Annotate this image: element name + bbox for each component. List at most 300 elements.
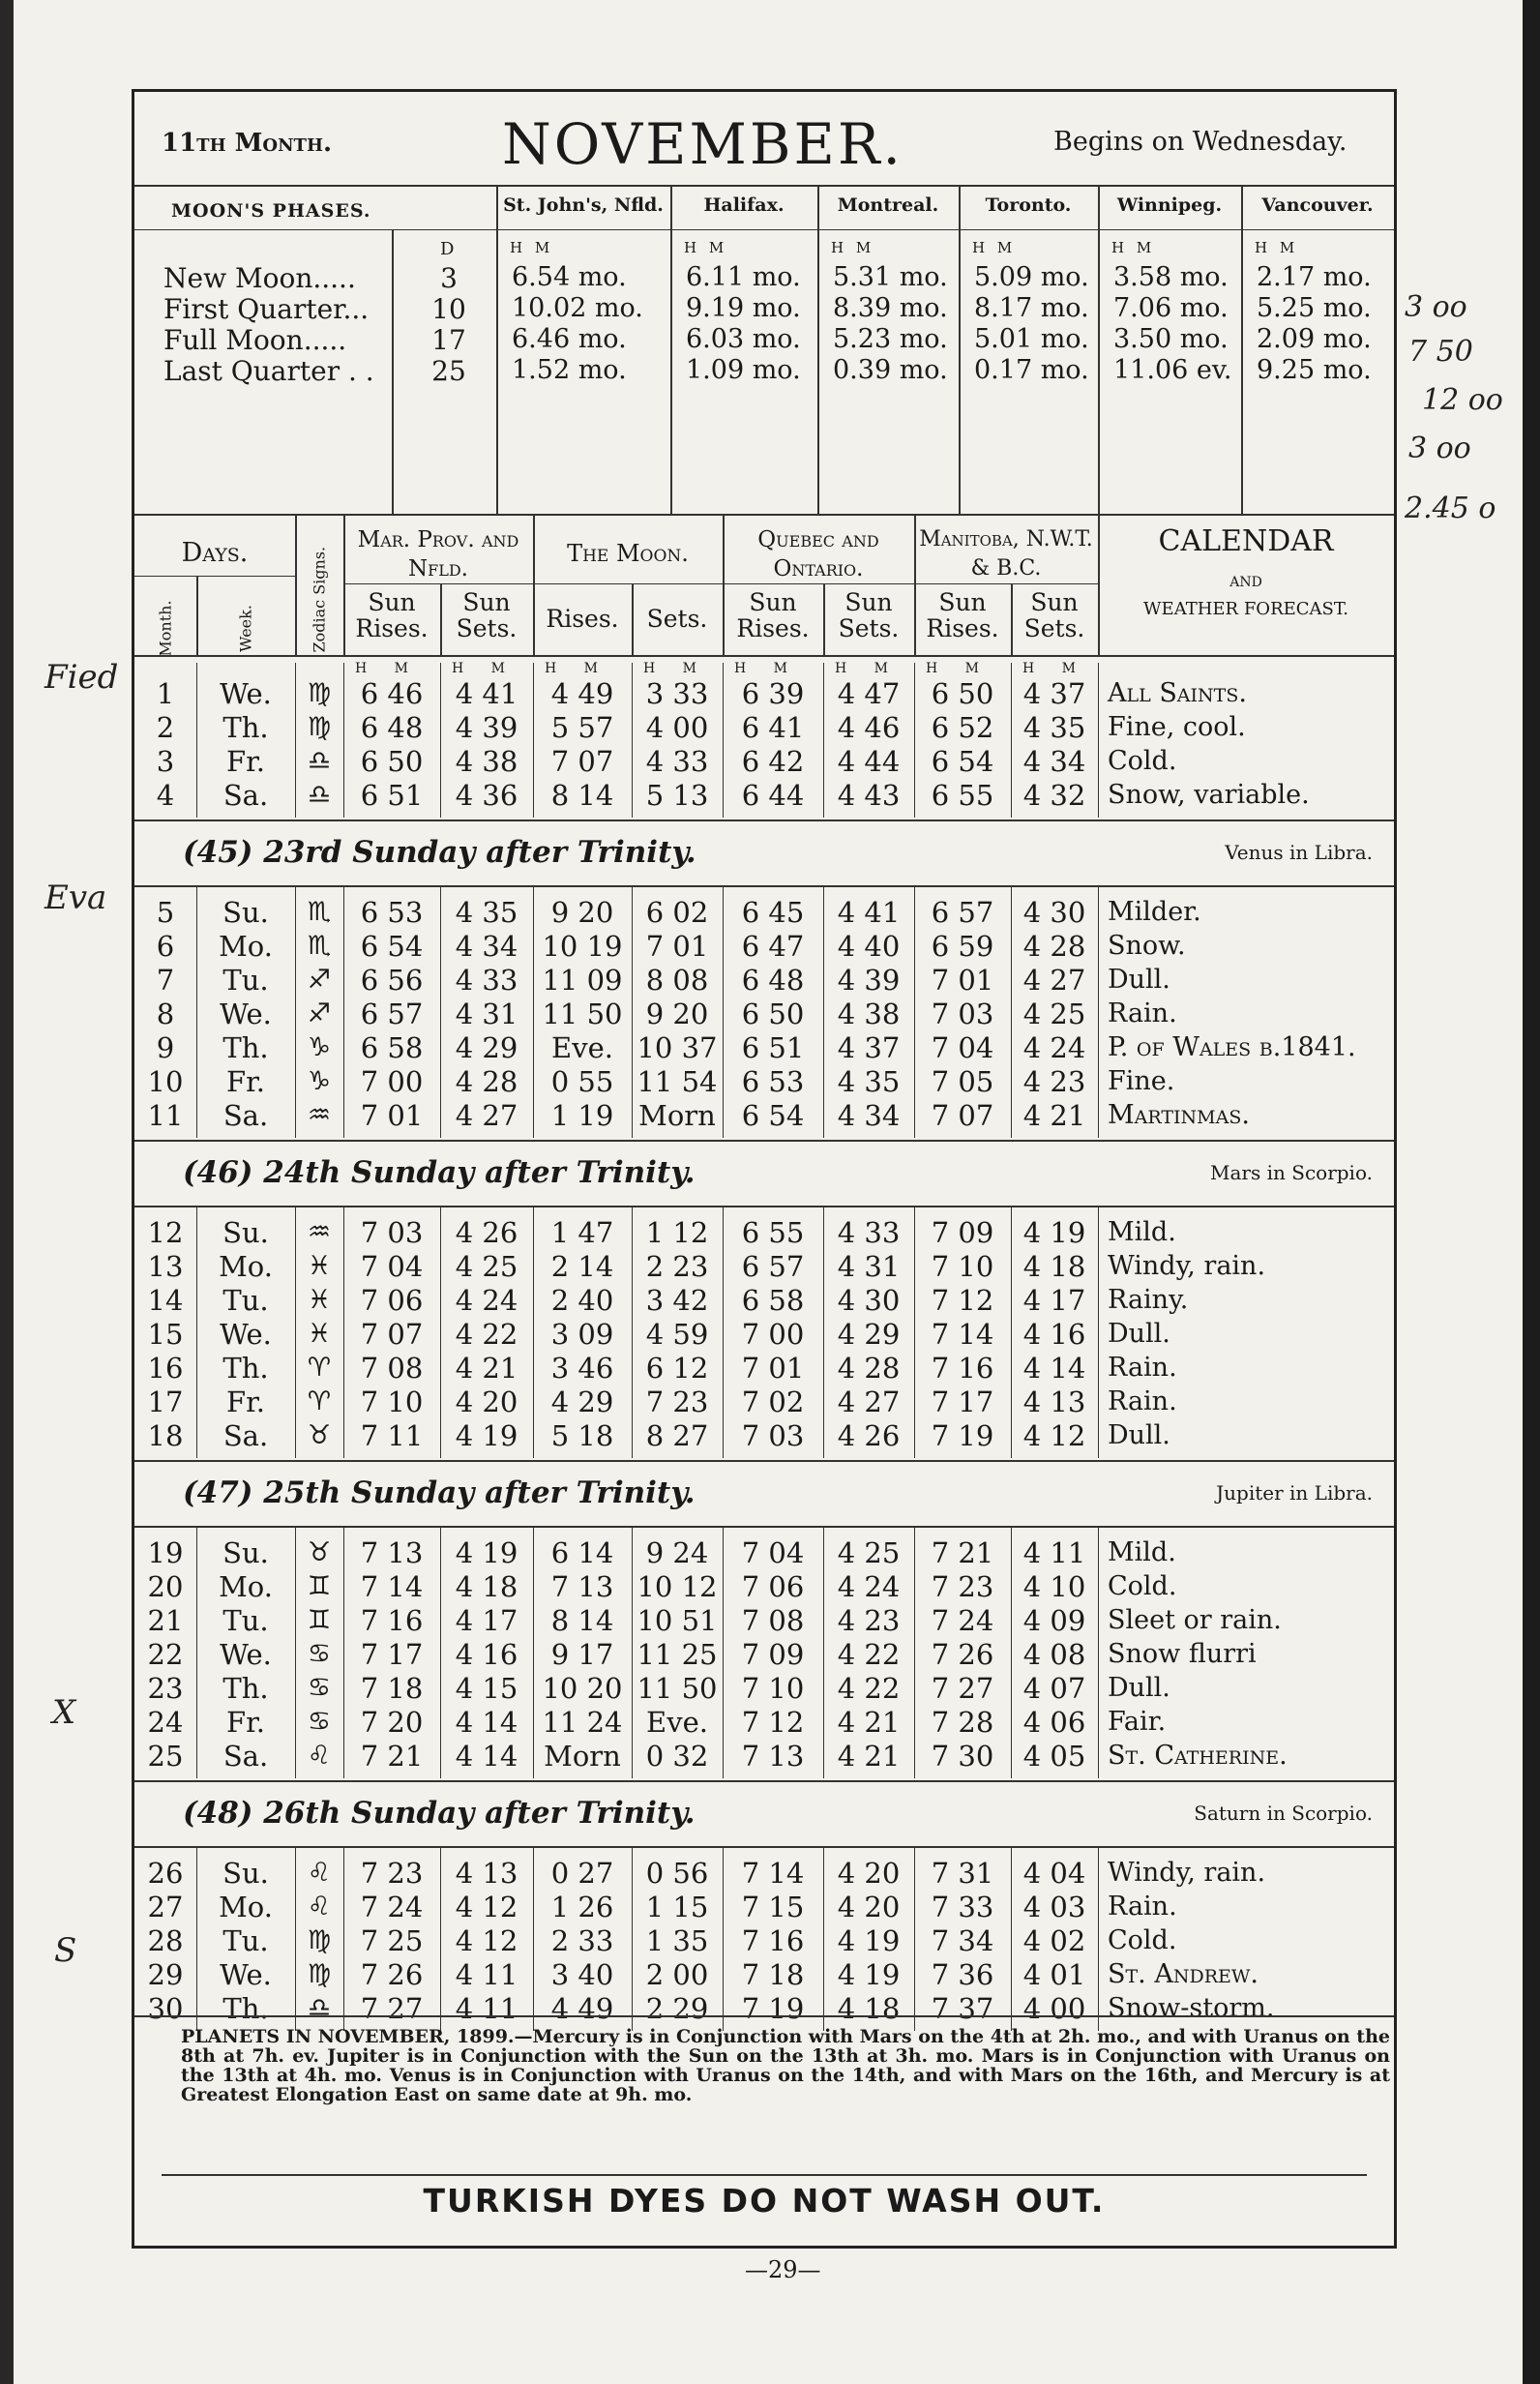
cell-qs: 4 28: [837, 1352, 901, 1385]
phase-time: 5.09 mo.: [974, 262, 1089, 292]
hm-units-row: [134, 661, 1394, 674]
cell-mr: 6 46: [360, 677, 424, 710]
rule: [295, 885, 296, 1138]
cell-mr: 7 10: [360, 1386, 424, 1418]
handwritten-note: Fied: [44, 658, 119, 697]
rule: [343, 1846, 344, 2031]
cell-nr: 7 28: [931, 1706, 994, 1739]
phase-time: 5.25 mo.: [1257, 293, 1372, 323]
cell-w: Su.: [222, 1216, 269, 1249]
cell-z: ♌: [307, 1892, 332, 1922]
rule: [196, 885, 197, 1138]
rule: [196, 663, 197, 818]
rule: [343, 1526, 344, 1778]
cell-d: 5: [156, 896, 175, 929]
phase-time: 3.50 mo.: [1113, 324, 1229, 354]
cell-qs: 4 34: [837, 1099, 901, 1132]
column-header: Sets.: [646, 605, 708, 633]
phase-name: Last Quarter . .: [163, 355, 374, 387]
day-col-label: D: [440, 239, 455, 259]
cell-z: ♓: [307, 1285, 332, 1315]
cell-ns: 4 02: [1022, 1924, 1086, 1957]
cell-ms: 4 19: [455, 1536, 518, 1569]
cell-ns: 4 05: [1022, 1740, 1086, 1773]
cell-mo-s: 1 15: [645, 1891, 709, 1923]
cell-qr: 7 12: [741, 1706, 805, 1739]
cell-cal: Mild.: [1108, 1537, 1176, 1567]
cell-w: We.: [220, 677, 272, 710]
cell-nr: 7 31: [931, 1857, 994, 1890]
rule: [914, 583, 1098, 584]
cell-w: Th.: [222, 1031, 269, 1064]
cell-w: Th.: [222, 711, 269, 744]
cell-mr: 7 03: [360, 1216, 424, 1249]
cell-qs: 4 19: [837, 1924, 901, 1957]
cell-mr: 6 50: [360, 745, 424, 778]
cell-mo-r: 4 29: [550, 1386, 614, 1418]
cell-nr: 7 03: [931, 998, 994, 1030]
cell-w: Tu.: [222, 964, 269, 997]
cell-qs: 4 33: [837, 1216, 901, 1249]
calendar-frame: [132, 89, 1397, 2249]
day-row: [134, 710, 1400, 745]
cell-ms: 4 14: [455, 1740, 518, 1773]
cell-z: ♓: [307, 1251, 332, 1281]
phase-time: 1.52 mo.: [512, 355, 627, 385]
rule: [440, 663, 441, 818]
rule: [134, 885, 1394, 887]
rule: [196, 1526, 197, 1778]
column-header: Mar. Prov. and Nfld.: [357, 527, 519, 581]
handwritten-note: 12 oo: [1422, 383, 1503, 417]
rule: [134, 2015, 1394, 2017]
cell-qs: 4 43: [837, 779, 901, 812]
cell-d: 30: [147, 1992, 184, 2025]
rule: [134, 1140, 1394, 1142]
column-header: Manitoba, N.W.T. & B.C.: [919, 527, 1093, 581]
cell-cal: Snow flurri: [1108, 1639, 1257, 1669]
hm-label: H M: [734, 661, 799, 676]
rule: [533, 885, 534, 1138]
cell-mo-r: 11 50: [542, 998, 623, 1030]
cell-mo-r: 8 14: [550, 1604, 614, 1637]
sunday-heading: (47) 25th Sunday after Trinity.: [183, 1475, 696, 1510]
cell-cal: Milder.: [1108, 897, 1201, 927]
cell-mo-r: 5 57: [550, 711, 614, 744]
column-header: Days.: [181, 538, 249, 568]
cell-qs: 4 29: [837, 1318, 901, 1351]
cell-w: We.: [220, 998, 272, 1030]
handwritten-note: 2.45 o: [1405, 492, 1496, 525]
day-row: [134, 1283, 1400, 1318]
rule: [823, 1206, 824, 1458]
cell-z: ♉: [307, 1420, 332, 1450]
cell-mo-s: 10 51: [637, 1604, 718, 1637]
rule: [295, 1526, 296, 1778]
cell-nr: 7 19: [931, 1419, 994, 1452]
column-header: Sun Rises.: [355, 588, 429, 642]
rule: [134, 1526, 1394, 1528]
column-header: Quebec and Ontario.: [757, 527, 879, 581]
cell-mr: 7 20: [360, 1706, 424, 1739]
rule: [670, 185, 672, 514]
cell-d: 8: [156, 998, 175, 1030]
cell-mo-r: 7 07: [550, 745, 614, 778]
cell-qr: 6 41: [741, 711, 805, 744]
cell-qr: 6 57: [741, 1250, 805, 1283]
cell-ms: 4 14: [455, 1706, 518, 1739]
cell-z: ♍: [307, 1959, 332, 1989]
cell-ms: 4 18: [455, 1570, 518, 1603]
cell-mo-r: 3 40: [550, 1958, 614, 1991]
rule: [343, 885, 344, 1138]
sunday-heading: (46) 24th Sunday after Trinity.: [183, 1155, 696, 1190]
day-row: [134, 1418, 1400, 1453]
cell-ns: 4 35: [1022, 711, 1086, 744]
cell-ns: 4 17: [1022, 1284, 1086, 1317]
cell-qs: 4 22: [837, 1638, 901, 1671]
day-row: [134, 1064, 1400, 1099]
cell-w: Su.: [222, 1536, 269, 1569]
cell-qs: 4 37: [837, 1031, 901, 1064]
cell-nr: 6 59: [931, 930, 994, 963]
rule: [295, 663, 296, 818]
cell-mo-s: 6 02: [645, 896, 709, 929]
cell-mo-r: 0 55: [550, 1065, 614, 1098]
cell-qs: 4 30: [837, 1284, 901, 1317]
phase-name: First Quarter...: [163, 293, 370, 325]
day-row: [134, 1637, 1400, 1672]
cell-ms: 4 34: [455, 930, 518, 963]
cell-cal: Dull.: [1108, 1673, 1170, 1703]
cell-qs: 4 20: [837, 1857, 901, 1890]
cell-qr: 7 09: [741, 1638, 805, 1671]
cell-ns: 4 10: [1022, 1570, 1086, 1603]
rule: [533, 514, 535, 655]
cell-w: Fr.: [225, 745, 266, 778]
hm-label: H M: [684, 239, 728, 256]
rule: [1011, 885, 1012, 1138]
day-row: [134, 1957, 1400, 1992]
rule: [533, 583, 723, 584]
hm-label: H M: [452, 661, 517, 676]
hm-label: H M: [972, 239, 1017, 256]
day-row: [134, 1385, 1400, 1419]
cell-mo-r: 9 17: [550, 1638, 614, 1671]
phase-time: 6.46 mo.: [512, 324, 627, 354]
cell-cal: St. Catherine.: [1108, 1741, 1288, 1771]
rule: [134, 1460, 1394, 1462]
cell-w: Sa.: [222, 779, 269, 812]
cell-mo-s: 11 54: [637, 1065, 718, 1098]
planet-note: Saturn in Scorpio.: [1194, 1802, 1373, 1825]
column-header: AND: [1229, 575, 1262, 590]
cell-mr: 7 16: [360, 1604, 424, 1637]
column-header: Sun Sets.: [1023, 588, 1085, 642]
cell-cal: Rain.: [1108, 1386, 1177, 1416]
cell-z: ♑: [307, 1066, 332, 1096]
rule: [343, 514, 345, 655]
cell-ns: 4 03: [1022, 1891, 1086, 1923]
phase-time: 3.58 mo.: [1113, 262, 1229, 292]
cell-cal: Dull.: [1108, 965, 1170, 995]
day-row: [134, 895, 1400, 930]
day-row: [134, 778, 1400, 813]
cell-w: Sa.: [222, 1099, 269, 1132]
rule: [632, 663, 633, 818]
cell-mo-s: 7 23: [645, 1386, 709, 1418]
cell-w: Tu.: [222, 1604, 269, 1637]
cell-mr: 7 11: [360, 1419, 424, 1452]
cell-qs: 4 20: [837, 1891, 901, 1923]
phase-time: 1.09 mo.: [686, 355, 801, 385]
column-header: Sun Rises.: [736, 588, 810, 642]
cell-qr: 6 55: [741, 1216, 805, 1249]
day-row: [134, 1991, 1400, 2026]
cell-qr: 7 13: [741, 1740, 805, 1773]
cell-w: Tu.: [222, 1284, 269, 1317]
rule: [134, 1206, 1394, 1207]
day-row: [134, 1535, 1400, 1570]
rule: [817, 185, 819, 514]
cell-w: Tu.: [222, 1924, 269, 1957]
cell-z: ♎: [307, 746, 332, 776]
hm-label: H M: [1022, 661, 1087, 676]
cell-d: 11: [147, 1099, 184, 1132]
cell-mr: 7 27: [360, 1992, 424, 2025]
rule: [723, 1846, 724, 2031]
cell-qr: 7 10: [741, 1672, 805, 1705]
cell-mo-s: 10 12: [637, 1570, 718, 1603]
cell-qr: 6 44: [741, 779, 805, 812]
cell-qs: 4 27: [837, 1386, 901, 1418]
cell-w: Fr.: [225, 1386, 266, 1418]
cell-qr: 7 16: [741, 1924, 805, 1957]
cell-mo-r: 1 26: [550, 1891, 614, 1923]
rule: [496, 185, 498, 514]
cell-d: 1: [156, 677, 175, 710]
cell-ms: 4 36: [455, 779, 518, 812]
cell-w: Th.: [222, 1992, 269, 2025]
cell-ms: 4 17: [455, 1604, 518, 1637]
rule: [1241, 185, 1243, 514]
rule: [823, 885, 824, 1138]
rule: [134, 229, 1394, 230]
rule: [392, 229, 394, 514]
rule: [914, 514, 916, 655]
cell-mo-r: 4 49: [550, 1992, 614, 2025]
phase-name: New Moon.....: [163, 262, 356, 294]
cell-z: ♏: [307, 897, 332, 927]
rule: [914, 885, 915, 1138]
cell-cal: Fine.: [1108, 1066, 1175, 1096]
cell-qr: 7 03: [741, 1419, 805, 1452]
cell-cal: Dull.: [1108, 1420, 1170, 1450]
rule: [1011, 663, 1012, 818]
cell-cal: P. of Wales b.1841.: [1108, 1032, 1356, 1062]
cell-w: Sa.: [222, 1419, 269, 1452]
cell-ms: 4 11: [455, 1958, 518, 1991]
cell-mo-s: 2 23: [645, 1250, 709, 1283]
rule: [1098, 185, 1100, 514]
cell-qs: 4 35: [837, 1065, 901, 1098]
cell-mo-r: 3 09: [550, 1318, 614, 1351]
cell-ms: 4 41: [455, 677, 518, 710]
cell-nr: 7 07: [931, 1099, 994, 1132]
cell-cal: Fair.: [1108, 1707, 1167, 1737]
cell-ns: 4 24: [1022, 1031, 1086, 1064]
rule: [134, 1846, 1394, 1848]
hm-label: H M: [510, 239, 554, 256]
cell-nr: 7 10: [931, 1250, 994, 1283]
rule: [134, 820, 1394, 821]
cell-qs: 4 39: [837, 964, 901, 997]
day-row: [134, 744, 1400, 779]
cell-d: 2: [156, 711, 175, 744]
cell-mr: 6 54: [360, 930, 424, 963]
sunday-heading: (48) 26th Sunday after Trinity.: [183, 1796, 696, 1831]
cell-d: 17: [147, 1386, 184, 1418]
handwritten-note: X: [52, 1693, 76, 1732]
cell-mo-r: 1 47: [550, 1216, 614, 1249]
cell-d: 29: [147, 1958, 184, 1991]
cell-cal: Cold.: [1108, 746, 1177, 776]
cell-z: ♍: [307, 1925, 332, 1955]
rule: [1011, 1846, 1012, 2031]
cell-d: 12: [147, 1216, 184, 1249]
rule: [1098, 663, 1099, 818]
day-row: [134, 1249, 1400, 1284]
column-header: The Moon.: [567, 540, 689, 567]
column-header: CALENDAR: [1158, 524, 1334, 558]
cell-d: 22: [147, 1638, 184, 1671]
cell-cal: Sleet or rain.: [1108, 1605, 1282, 1635]
phase-time: 5.23 mo.: [833, 324, 948, 354]
cell-qr: 6 45: [741, 896, 805, 929]
cell-ms: 4 38: [455, 745, 518, 778]
cell-mo-s: 8 08: [645, 964, 709, 997]
cell-ms: 4 39: [455, 711, 518, 744]
cell-qr: 7 00: [741, 1318, 805, 1351]
cell-mo-s: 5 13: [645, 779, 709, 812]
day-row: [134, 1351, 1400, 1386]
cell-nr: 6 52: [931, 711, 994, 744]
cell-w: We.: [220, 1958, 272, 1991]
rule: [1098, 1846, 1099, 2031]
cell-ms: 4 28: [455, 1065, 518, 1098]
cell-w: Sa.: [222, 1740, 269, 1773]
cell-cal: Snow-storm.: [1108, 1993, 1275, 2023]
cell-mr: 7 14: [360, 1570, 424, 1603]
cell-qs: 4 31: [837, 1250, 901, 1283]
cell-mo-r: 6 14: [550, 1536, 614, 1569]
rule: [343, 1206, 344, 1458]
hm-label: H M: [355, 661, 420, 676]
cell-qr: 7 18: [741, 1958, 805, 1991]
cell-qs: 4 46: [837, 711, 901, 744]
phase-time: 11.06 ev.: [1113, 355, 1232, 385]
cell-cal: Windy, rain.: [1108, 1251, 1266, 1281]
cell-d: 13: [147, 1250, 184, 1283]
cell-cal: Cold.: [1108, 1925, 1177, 1955]
rule: [823, 1846, 824, 2031]
cell-qr: 6 39: [741, 677, 805, 710]
cell-ms: 4 35: [455, 896, 518, 929]
cell-qs: 4 25: [837, 1536, 901, 1569]
cell-d: 6: [156, 930, 175, 963]
cell-mr: 7 04: [360, 1250, 424, 1283]
cell-ns: 4 32: [1022, 779, 1086, 812]
place-name: Toronto.: [985, 194, 1072, 216]
cell-qs: 4 40: [837, 930, 901, 963]
phase-day: 10: [431, 293, 466, 325]
rule: [440, 885, 441, 1138]
cell-mo-r: 2 40: [550, 1284, 614, 1317]
rule: [914, 1206, 915, 1458]
cell-cal: Rain.: [1108, 1353, 1177, 1383]
phase-time: 6.54 mo.: [512, 262, 627, 292]
place-name: Vancouver.: [1261, 194, 1374, 216]
cell-nr: 7 26: [931, 1638, 994, 1671]
cell-z: ♏: [307, 931, 332, 961]
cell-cal: Cold.: [1108, 1571, 1177, 1601]
cell-mo-s: 9 20: [645, 998, 709, 1030]
rule: [1011, 583, 1013, 655]
day-row: [134, 1030, 1400, 1065]
cell-cal: Martinmas.: [1108, 1100, 1250, 1130]
phase-time: 9.19 mo.: [686, 293, 801, 323]
cell-mr: 7 17: [360, 1638, 424, 1671]
cell-ms: 4 33: [455, 964, 518, 997]
handwritten-note: 3 oo: [1408, 432, 1471, 465]
rule: [1011, 1206, 1012, 1458]
hm-label: H M: [643, 661, 708, 676]
rule: [823, 663, 824, 818]
cell-mo-s: 1 12: [645, 1216, 709, 1249]
day-row: [134, 1923, 1400, 1958]
cell-d: 16: [147, 1352, 184, 1385]
rule: [295, 1206, 296, 1458]
cell-z: ♋: [307, 1639, 332, 1669]
cell-nr: 7 04: [931, 1031, 994, 1064]
rule: [959, 185, 961, 514]
cell-z: ♋: [307, 1707, 332, 1737]
cell-z: ♎: [307, 1993, 332, 2023]
day-row: [134, 1569, 1400, 1604]
cell-nr: 7 34: [931, 1924, 994, 1957]
cell-z: ♒: [307, 1100, 332, 1130]
cell-nr: 7 12: [931, 1284, 994, 1317]
cell-qr: 7 14: [741, 1857, 805, 1890]
cell-nr: 7 21: [931, 1536, 994, 1569]
cell-ns: 4 18: [1022, 1250, 1086, 1283]
rule: [632, 1526, 633, 1778]
cell-mo-r: 3 46: [550, 1352, 614, 1385]
day-row: [134, 676, 1400, 711]
cell-mo-s: 8 27: [645, 1419, 709, 1452]
day-row: [134, 1317, 1400, 1352]
cell-mr: 7 25: [360, 1924, 424, 1957]
cell-ns: 4 11: [1022, 1536, 1086, 1569]
cell-nr: 7 23: [931, 1570, 994, 1603]
rule: [134, 655, 1394, 657]
phase-time: 5.31 mo.: [833, 262, 948, 292]
cell-qr: 7 04: [741, 1536, 805, 1569]
cell-mr: 6 53: [360, 896, 424, 929]
cell-ms: 4 13: [455, 1857, 518, 1890]
cell-mo-r: Morn: [544, 1740, 621, 1773]
cell-ns: 4 23: [1022, 1065, 1086, 1098]
